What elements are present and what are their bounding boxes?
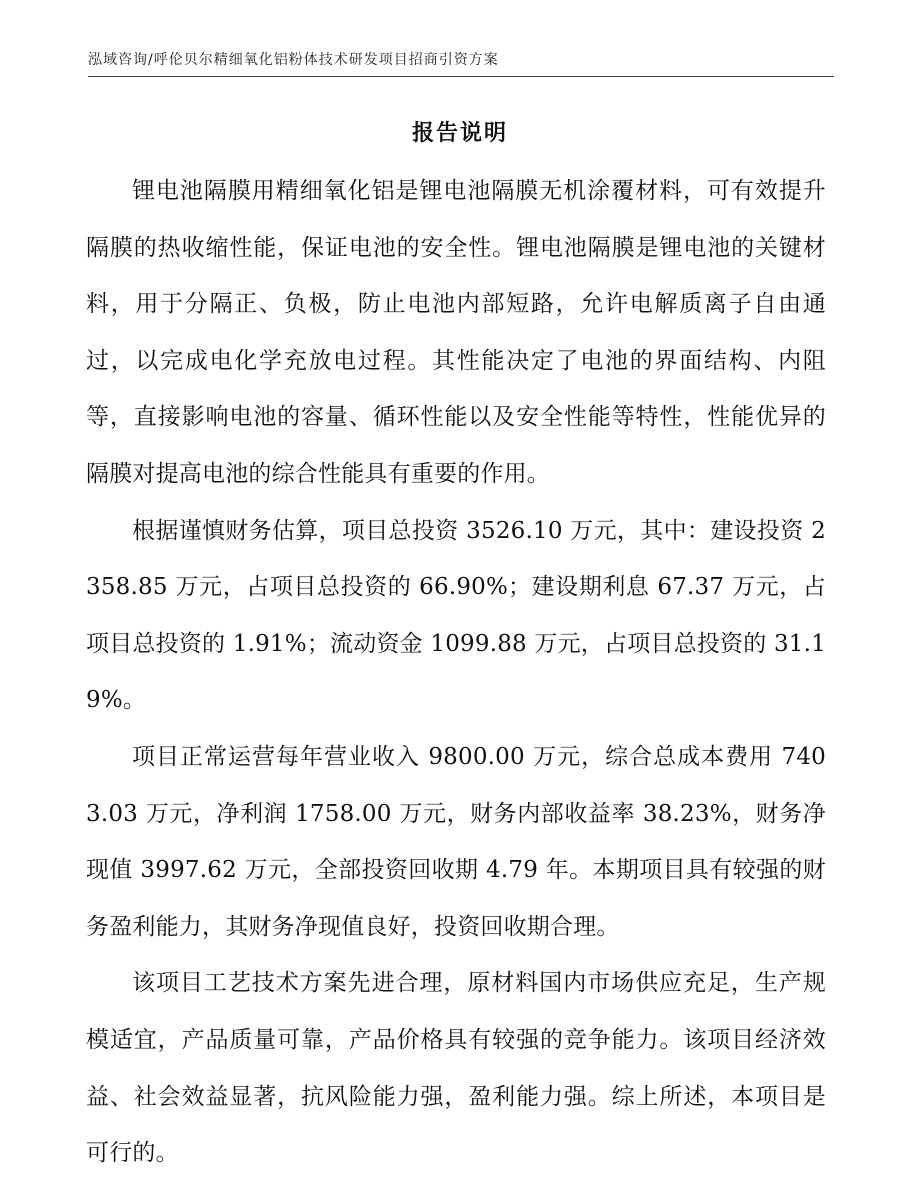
paragraph-investment: 根据谨慎财务估算，项目总投资 3526.10 万元，其中：建设投资 2358.85 万元，占项目总投资的 66.90%；建设期利息 67.37 万元，占项目总投资的 1.91%；流动资金 1099.88 万元，占项目总投资的 31.19%。 — [86, 517, 826, 714]
header-divider — [88, 76, 834, 77]
paragraph-financials: 项目正常运营每年营业收入 9800.00 万元，综合总成本费用 7403.03 万元，净利润 1758.00 万元，财务内部收益率 38.23%，财务净现值 3997.62 万元，全部投资回收期 4.79 年。本期项目具有较强的财务盈利能力，其财务净现值良好，投资回收期合理。 — [86, 743, 826, 940]
running-header: 泓域咨询/呼伦贝尔精细氧化铝粉体技术研发项目招商引资方案 — [88, 52, 499, 68]
paragraph-conclusion: 该项目工艺技术方案先进合理，原材料国内市场供应充足，生产规模适宜，产品质量可靠，产品价格具有较强的竞争能力。该项目经济效益、社会效益显著，抗风险能力强，盈利能力强。综上所述，本项目是可行的。 — [86, 970, 826, 1167]
report-body — [86, 163, 826, 1182]
paragraph-overview: 锂电池隔膜用精细氧化铝是锂电池隔膜无机涂覆材料，可有效提升隔膜的热收缩性能，保证电池的安全性。锂电池隔膜是锂电池的关键材料，用于分隔正、负极，防止电池内部短路，允许电解质离子自由通过，以完成电化学充放电过程。其性能决定了电池的界面结构、内阻等，直接影响电池的容量、循环性能以及安全性能等特性，性能优异的隔膜对提高电池的综合性能具有重要的作用。 — [86, 178, 826, 487]
section-title: 报告说明 — [411, 121, 508, 146]
